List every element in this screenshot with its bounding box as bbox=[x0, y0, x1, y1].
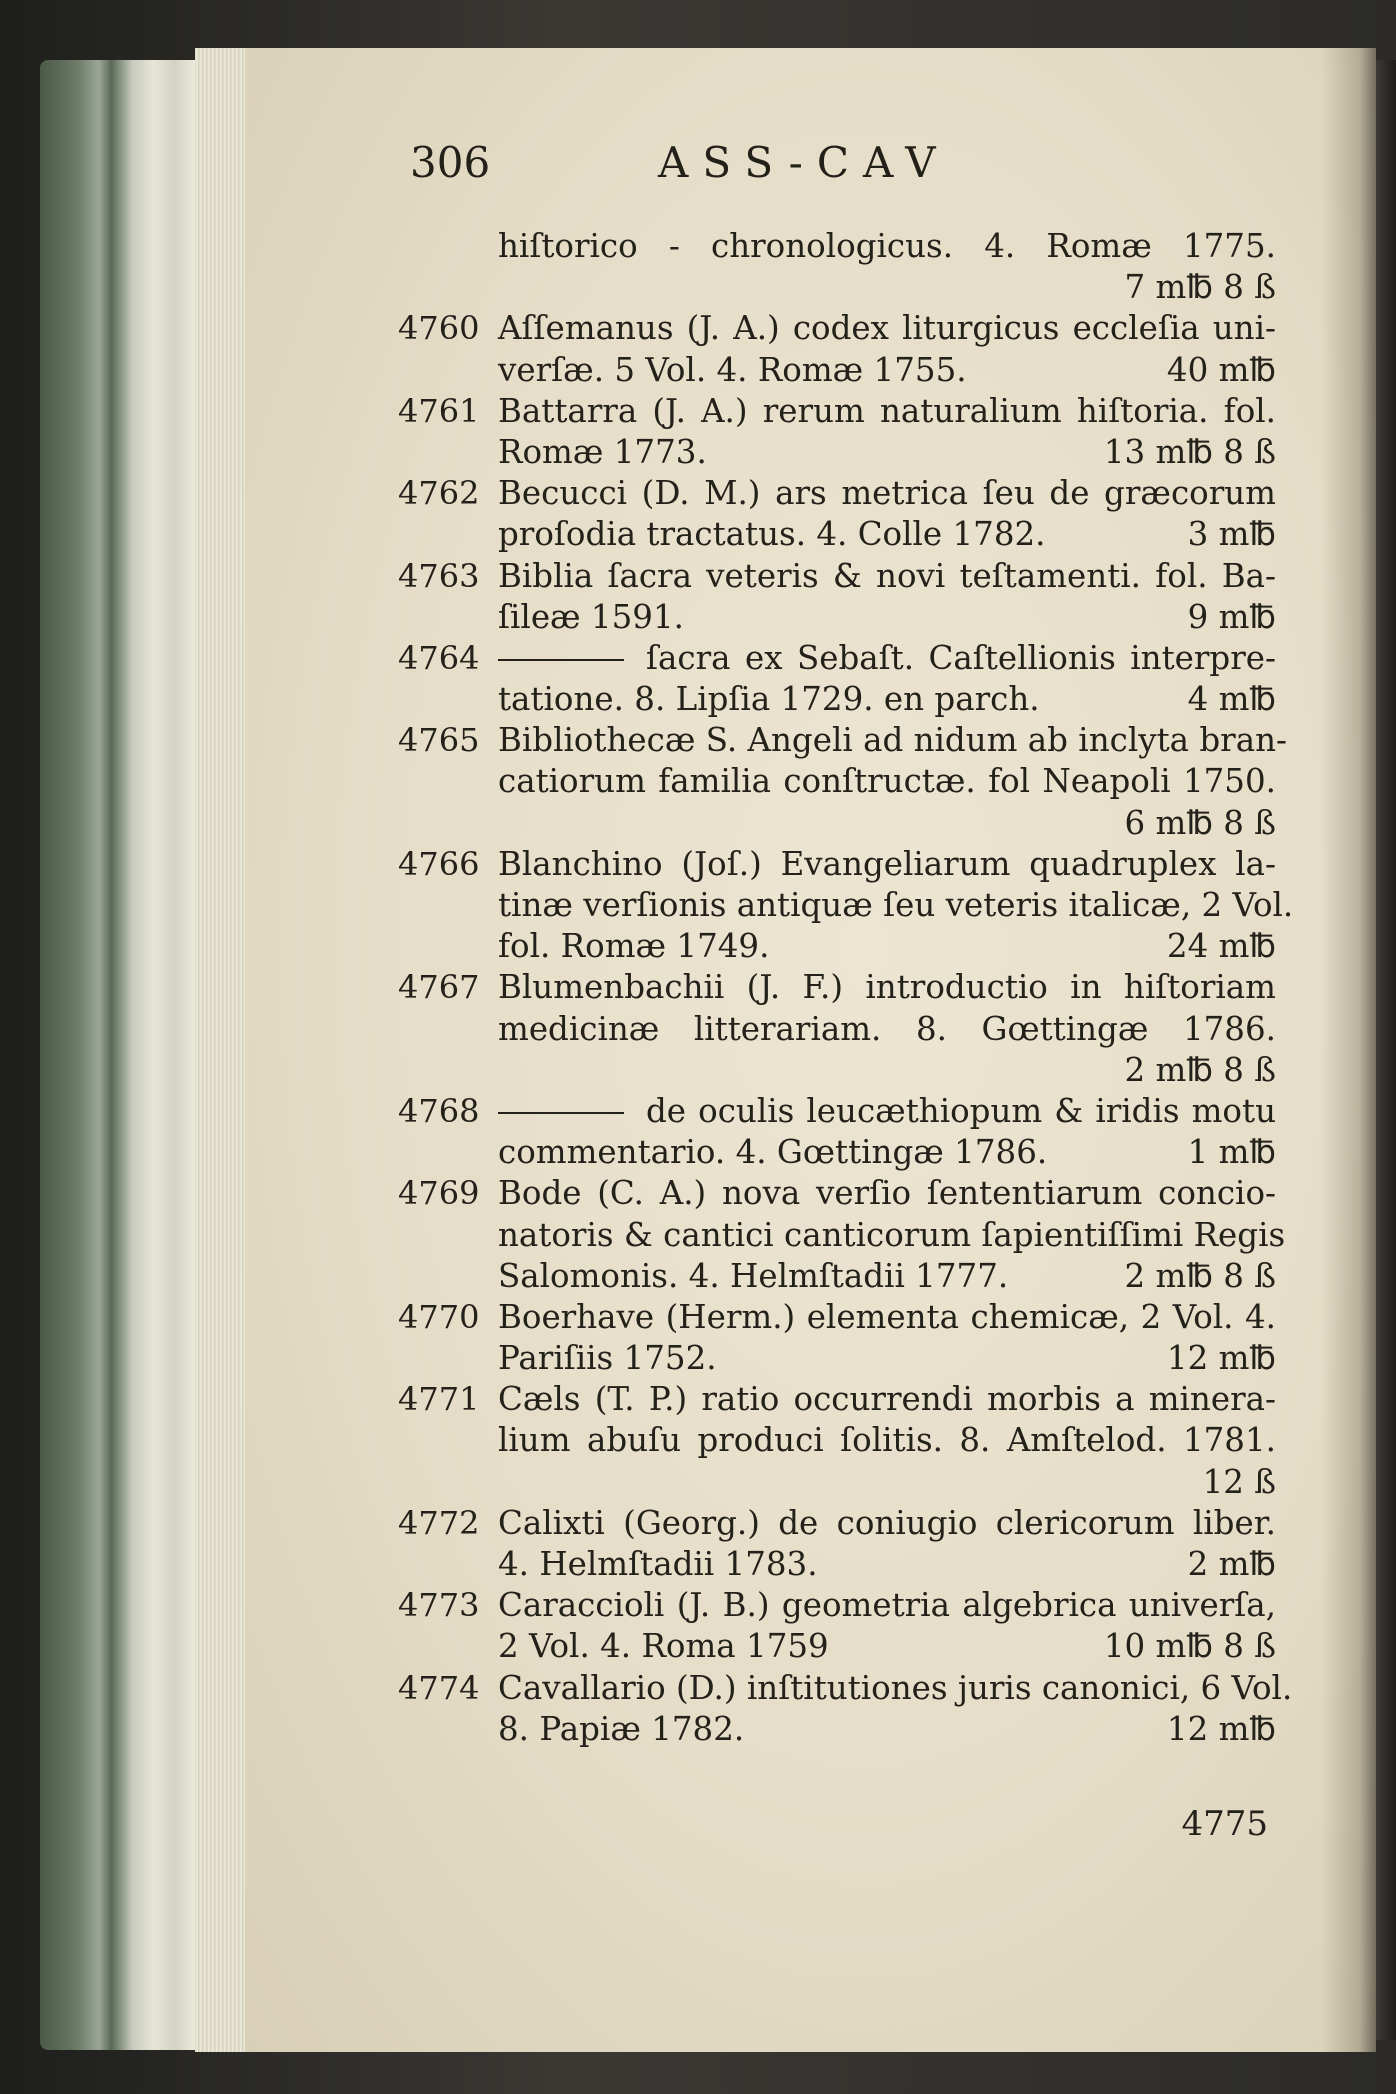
entry-imprint: 8. Papiæ 1782. bbox=[498, 1709, 745, 1748]
entry-text: catiorum familia conſtructæ. fol Neapoli 1750. bbox=[498, 762, 1276, 801]
catalogue-line bbox=[398, 1379, 1276, 1420]
entry-text: Battarra (J. A.) rerum naturalium hiſtoria. fol. bbox=[498, 391, 1276, 430]
entry-text: Cæls (T. P.) ratio occurrendi morbis a minera- bbox=[498, 1380, 1276, 1419]
entry-imprint: commentario. 4. Gœttingæ 1786. bbox=[498, 1133, 1048, 1172]
entry-text: tinæ verſionis antiquæ ſeu veteris italicæ, 2 Vol. bbox=[498, 886, 1294, 924]
catalogue-line bbox=[398, 1709, 1276, 1750]
entry-price: 2 m℔ 8 ß bbox=[1124, 1050, 1276, 1089]
entry-price: 1 m℔ bbox=[1187, 1133, 1276, 1172]
catalogue-line bbox=[398, 926, 1276, 967]
entry-text: Biblia ſacra veteris & novi teſtamenti. fol. Ba- bbox=[498, 556, 1276, 595]
ditto-dash bbox=[498, 1112, 624, 1114]
catalogue-line bbox=[398, 350, 1276, 391]
entry-imprint: verſæ. 5 Vol. 4. Romæ 1755. bbox=[498, 350, 967, 389]
catalogue-line bbox=[398, 514, 1276, 555]
catalogue-line bbox=[398, 803, 1276, 844]
entry-number: 4770 bbox=[398, 1297, 480, 1336]
entry-price: 13 m℔ 8 ß bbox=[1103, 432, 1276, 471]
entry-price: 12 m℔ bbox=[1166, 1709, 1276, 1748]
entry-price: 12 ß bbox=[1202, 1462, 1276, 1501]
catalogue-line bbox=[398, 761, 1276, 802]
entry-text: natoris & cantici canticorum ſapientiſſimi Regis bbox=[498, 1215, 1286, 1254]
entry-text: Blumenbachii (J. F.) introductio in hiſtoriam bbox=[498, 968, 1276, 1007]
catalogue-line bbox=[398, 1462, 1276, 1503]
catalogue-line bbox=[398, 1668, 1293, 1709]
catalogue-line bbox=[398, 1297, 1276, 1338]
catalogue-line bbox=[398, 391, 1276, 432]
entry-price: 4 m℔ bbox=[1187, 680, 1276, 719]
catalogue-line bbox=[398, 1132, 1276, 1173]
catalogue-line bbox=[398, 308, 1276, 349]
entry-text: Calixti (Georg.) de coniugio clericorum liber. bbox=[498, 1503, 1276, 1542]
entry-text: Cavallario (D.) inſtitutiones juris canonici, 6 Vol. bbox=[498, 1668, 1293, 1707]
catalogue-line bbox=[398, 885, 1294, 926]
entry-imprint: proſodia tractatus. 4. Colle 1782. bbox=[498, 515, 1046, 554]
entry-text: Aſſemanus (J. A.) codex liturgicus eccleſia uni- bbox=[498, 309, 1276, 348]
catalogue-line bbox=[398, 226, 1276, 267]
entry-imprint: tatione. 8. Lipſia 1729. en parch. bbox=[498, 680, 1040, 719]
entry-text: hiſtorico - chronologicus. 4. Romæ 1775. bbox=[498, 227, 1276, 265]
catalogue-line bbox=[398, 1420, 1276, 1461]
entry-text: Bibliothecæ S. Angeli ad nidum ab inclyta bran- bbox=[498, 721, 1287, 760]
catalogue-line bbox=[398, 597, 1276, 638]
entry-price: 24 m℔ bbox=[1166, 927, 1276, 966]
entry-number: 4766 bbox=[398, 844, 480, 883]
entry-price: 10 m℔ 8 ß bbox=[1103, 1627, 1276, 1666]
catalogue-line bbox=[398, 967, 1276, 1008]
entry-price: 3 m℔ bbox=[1187, 515, 1276, 554]
entry-number: 4760 bbox=[398, 309, 480, 348]
catalogue-line bbox=[398, 1009, 1276, 1050]
entry-number: 4764 bbox=[398, 638, 480, 677]
entry-number: 4762 bbox=[398, 474, 480, 513]
entry-number: 4765 bbox=[398, 721, 480, 760]
entry-price: 9 m℔ bbox=[1187, 597, 1276, 636]
page-number: 306 bbox=[410, 138, 491, 187]
entry-imprint: 2 Vol. 4. Roma 1759 bbox=[498, 1627, 829, 1666]
catalogue-line bbox=[398, 1338, 1276, 1379]
catalogue-line bbox=[398, 1585, 1276, 1626]
entry-text: medicinæ litterariam. 8. Gœttingæ 1786. bbox=[498, 1009, 1276, 1048]
catalogue-line bbox=[398, 1544, 1276, 1585]
catalogue-line bbox=[398, 267, 1276, 308]
entry-price: 40 m℔ bbox=[1166, 350, 1276, 389]
facing-page-edge bbox=[1376, 60, 1396, 2040]
catalogue-line bbox=[398, 473, 1276, 514]
entry-text: Becucci (D. M.) ars metrica ſeu de græcorum bbox=[498, 474, 1276, 513]
entry-price: 6 m℔ 8 ß bbox=[1124, 803, 1276, 842]
catalogue-line bbox=[398, 1091, 1276, 1132]
page-stack bbox=[195, 48, 245, 2052]
entry-text: Boerhave (Herm.) elementa chemicæ, 2 Vol. 4. bbox=[498, 1297, 1276, 1336]
catalogue-line bbox=[398, 720, 1287, 761]
entry-price: 2 m℔ 8 ß bbox=[1124, 1256, 1276, 1295]
catalogue-line bbox=[398, 679, 1276, 720]
entry-text: Blanchino (Joſ.) Evangeliarum quadruplex la- bbox=[498, 844, 1276, 883]
entry-text: ſacra ex Sebaſt. Caſtellionis interpre- bbox=[498, 638, 1276, 679]
catalogue-entries bbox=[398, 226, 1294, 1750]
entry-price: 2 m℔ bbox=[1187, 1545, 1276, 1583]
running-head: ASS-CAV bbox=[658, 138, 950, 187]
entry-price: 12 m℔ bbox=[1166, 1339, 1276, 1378]
catalogue-line bbox=[398, 1256, 1276, 1297]
entry-number: 4771 bbox=[398, 1380, 480, 1419]
entry-imprint: Salomonis. 4. Helmſtadii 1777. bbox=[498, 1256, 1009, 1295]
entry-imprint: Pariſiis 1752. bbox=[498, 1339, 717, 1378]
catchword: 4775 bbox=[1181, 1804, 1268, 1844]
entry-number: 4763 bbox=[398, 556, 480, 595]
entry-imprint: Romæ 1773. bbox=[498, 432, 707, 471]
catalogue-line bbox=[398, 1503, 1276, 1544]
entry-text: Caraccioli (J. B.) geometria algebrica univerſa, bbox=[498, 1586, 1276, 1625]
entry-number: 4767 bbox=[398, 968, 480, 1007]
catalogue-line bbox=[398, 556, 1276, 597]
entry-imprint: 4. Helmſtadii 1783. bbox=[498, 1545, 818, 1583]
catalogue-line bbox=[398, 432, 1276, 473]
entry-text: de oculis leucæthiopum & iridis motu bbox=[498, 1091, 1276, 1132]
catalogue-line bbox=[398, 1215, 1286, 1256]
entry-text: lium abuſu produci ſolitis. 8. Amſtelod. 1781. bbox=[498, 1421, 1276, 1460]
catalogue-line bbox=[398, 1173, 1276, 1214]
entry-text: Bode (C. A.) nova verſio ſententiarum concio- bbox=[498, 1174, 1276, 1213]
catalogue-line bbox=[398, 1626, 1276, 1667]
entry-number: 4761 bbox=[398, 391, 480, 430]
gutter-shadow bbox=[1321, 48, 1376, 2052]
ditto-dash bbox=[498, 659, 624, 661]
entry-number: 4769 bbox=[398, 1174, 480, 1213]
catalogue-line bbox=[398, 1050, 1276, 1091]
entry-number: 4774 bbox=[398, 1668, 480, 1707]
catalogue-line bbox=[398, 844, 1276, 885]
entry-imprint: fol. Romæ 1749. bbox=[498, 927, 770, 966]
catalogue-line bbox=[398, 638, 1276, 679]
entry-price: 7 m℔ 8 ß bbox=[1124, 268, 1276, 307]
entry-imprint: ſileæ 1591. bbox=[498, 597, 684, 636]
entry-number: 4768 bbox=[398, 1091, 480, 1130]
entry-number: 4772 bbox=[398, 1503, 480, 1542]
entry-number: 4773 bbox=[398, 1586, 480, 1625]
